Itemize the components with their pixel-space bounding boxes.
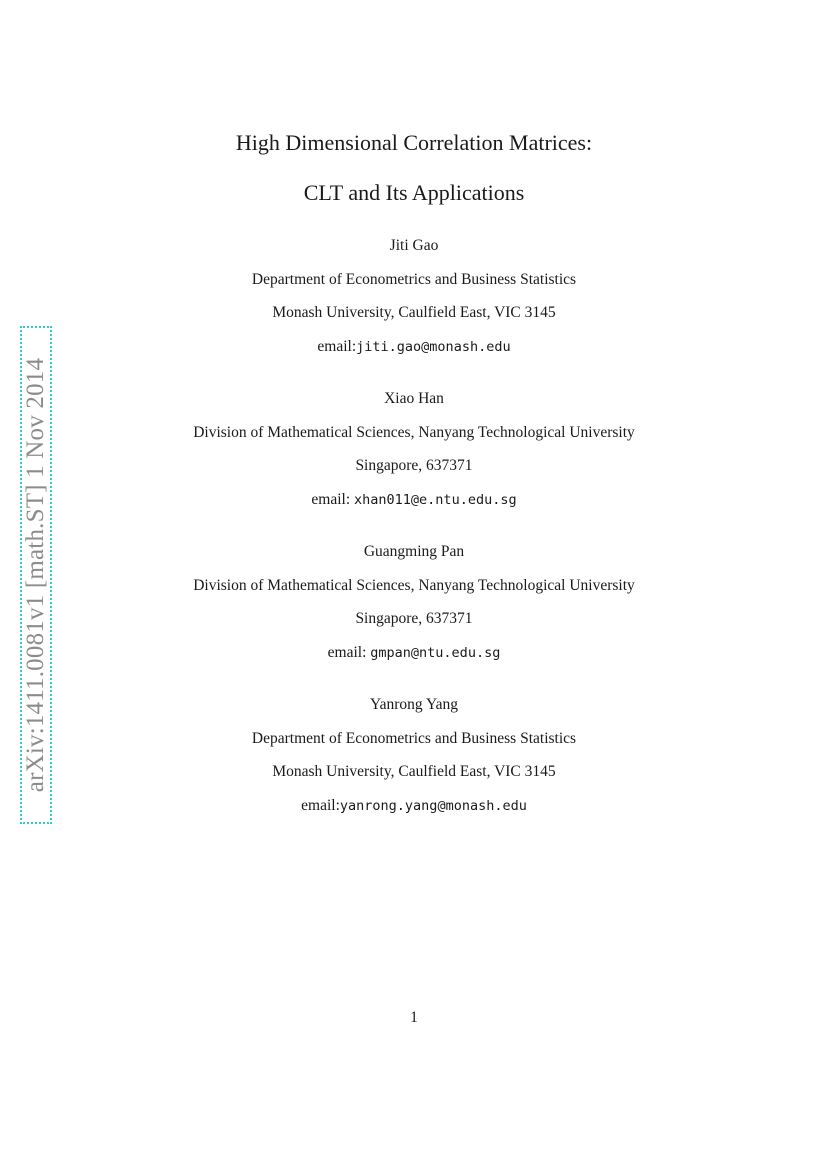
author-email-line-3 bbox=[0, 644, 828, 662]
author-name-1: Jiti Gao bbox=[389, 237, 439, 254]
arxiv-identifier[interactable]: arXiv:1411.0081v1 [math.ST] 1 Nov 2014 bbox=[22, 357, 49, 793]
author-email-line-4 bbox=[0, 797, 828, 815]
author-email-4[interactable]: yanrong.yang@monash.edu bbox=[339, 798, 527, 814]
author-affiliation-4b: Monash University, Caulfield East, VIC 3145 bbox=[272, 763, 556, 780]
author-email-3[interactable]: gmpan@ntu.edu.sg bbox=[370, 645, 501, 661]
author-affiliation-2b: Singapore, 637371 bbox=[355, 457, 473, 474]
title-line-2: CLT and Its Applications bbox=[303, 180, 525, 205]
author-affiliation-1b: Monash University, Caulfield East, VIC 3145 bbox=[272, 304, 556, 321]
author-email-line-1 bbox=[0, 338, 828, 356]
author-name-4: Yanrong Yang bbox=[369, 696, 458, 713]
author-affiliation-3a: Division of Mathematical Sciences, Nanyang Technological University bbox=[193, 577, 635, 594]
email-label: email: bbox=[311, 491, 355, 508]
author-email-2[interactable]: xhan011@e.ntu.edu.sg bbox=[354, 492, 517, 508]
email-label: email: bbox=[301, 797, 340, 814]
email-label: email: bbox=[317, 338, 357, 355]
author-affiliation-4a: Department of Econometrics and Business Statistics bbox=[251, 730, 577, 747]
author-email-1[interactable]: jiti.gao@monash.edu bbox=[356, 339, 511, 355]
author-affiliation-2a: Division of Mathematical Sciences, Nanyang Technological University bbox=[193, 424, 635, 441]
title-line-1: High Dimensional Correlation Matrices: bbox=[235, 130, 593, 155]
author-email-line-2 bbox=[0, 491, 828, 509]
author-name-2: Xiao Han bbox=[384, 390, 444, 407]
author-affiliation-3b: Singapore, 637371 bbox=[355, 610, 473, 627]
author-affiliation-1a: Department of Econometrics and Business Statistics bbox=[251, 271, 577, 288]
email-label: email: bbox=[327, 644, 371, 661]
author-name-3: Guangming Pan bbox=[363, 543, 465, 560]
page-number: 1 bbox=[410, 1009, 418, 1026]
